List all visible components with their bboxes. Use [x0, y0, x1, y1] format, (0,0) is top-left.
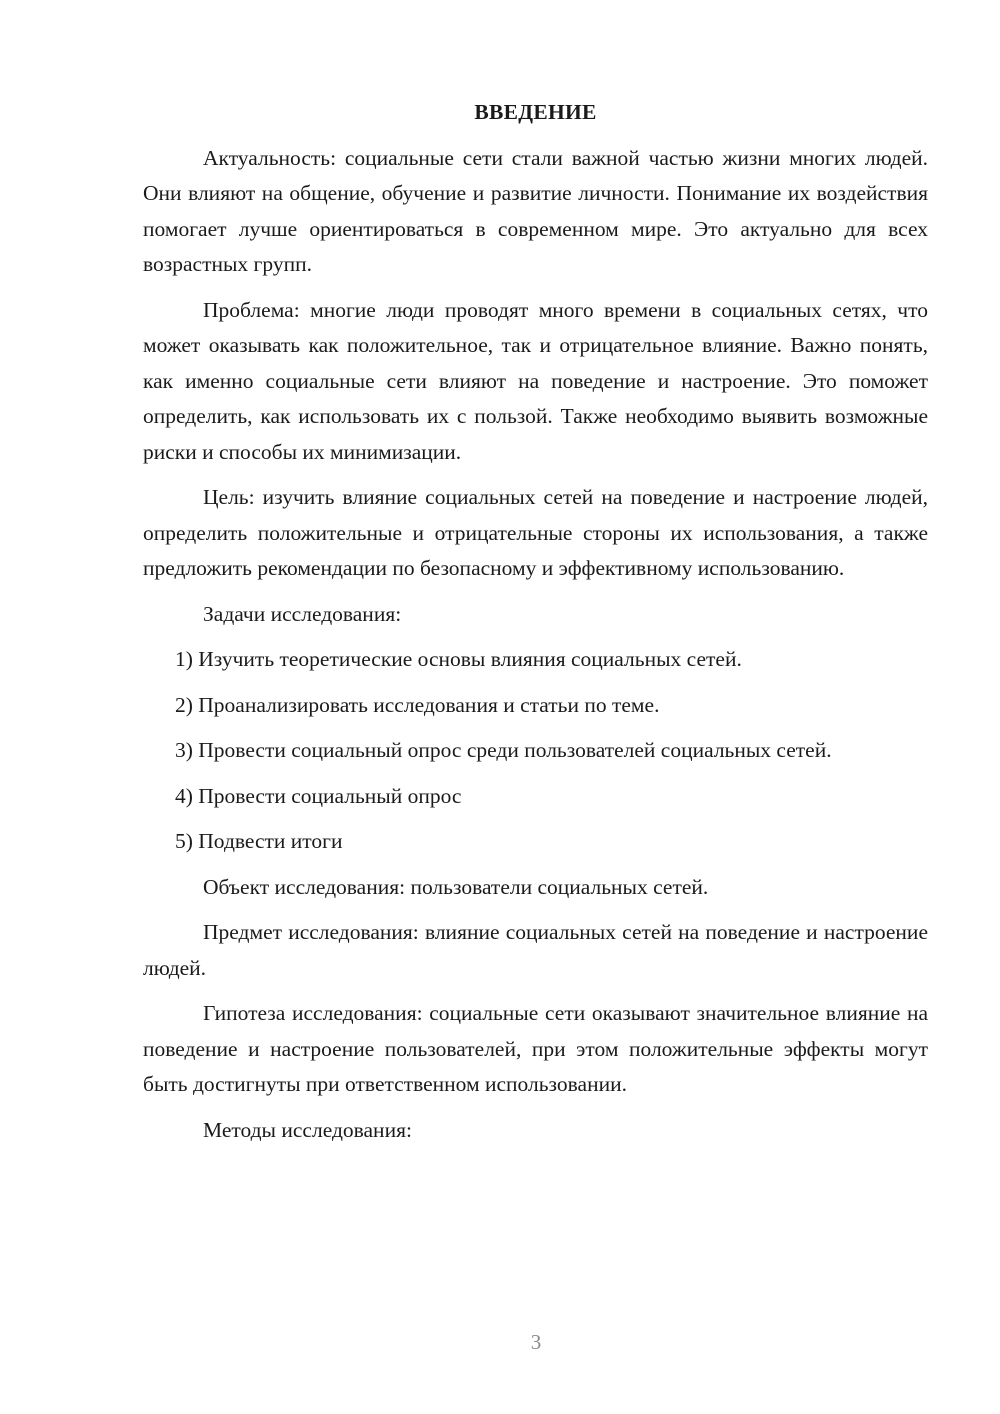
tasks-heading: Задачи исследования:	[203, 601, 402, 626]
section-title: ВВЕДЕНИЕ	[474, 100, 597, 124]
subject-paragraph: Предмет исследования: влияние социальных сетей на поведение и настроение людей.	[143, 920, 928, 980]
hypothesis-paragraph: Гипотеза исследования: социальные сети оказывают значительное влияние на поведение и настроение пользователей, при этом положительные эффекты могут быть достигнуты при ответственном использовании.	[143, 1001, 928, 1096]
methods-heading: Методы исследования:	[203, 1117, 412, 1142]
page-number-container	[0, 1330, 1000, 1355]
task-item-2: 2) Проанализировать исследования и статьи по теме.	[175, 692, 660, 717]
relevance-paragraph: Актуальность: социальные сети стали важной частью жизни многих людей. Они влияют на общение, обучение и развитие личности. Понимание их воздействия помогает лучше ориентироваться в современном мире. Это актуально для всех возрастных групп.	[143, 145, 928, 276]
document-body	[143, 95, 928, 1158]
task-item-1: 1) Изучить теоретические основы влияния социальных сетей.	[175, 647, 742, 671]
object-paragraph: Объект исследования: пользователи социальных сетей.	[203, 874, 709, 899]
task-item-5: 5) Подвести итоги	[175, 829, 343, 853]
page-number: 3	[530, 1330, 542, 1354]
goal-paragraph: Цель: изучить влияние социальных сетей на поведение и настроение людей, определить положительные и отрицательные стороны их использования, а также предложить рекомендации по безопасному и эффективному использованию.	[143, 485, 928, 580]
task-item-4: 4) Провести социальный опрос	[175, 783, 462, 808]
problem-paragraph: Проблема: многие люди проводят много времени в социальных сетях, что может оказывать как положительное, так и отрицательное влияние. Важно понять, как именно социальные сети влияют на поведение и настроение. Это поможет определить, как использовать их с пользой. Также необходимо выявить возможные риски и способы их минимизации.	[143, 297, 928, 464]
task-item-3: 3) Провести социальный опрос среди пользователей социальных сетей.	[175, 738, 832, 762]
